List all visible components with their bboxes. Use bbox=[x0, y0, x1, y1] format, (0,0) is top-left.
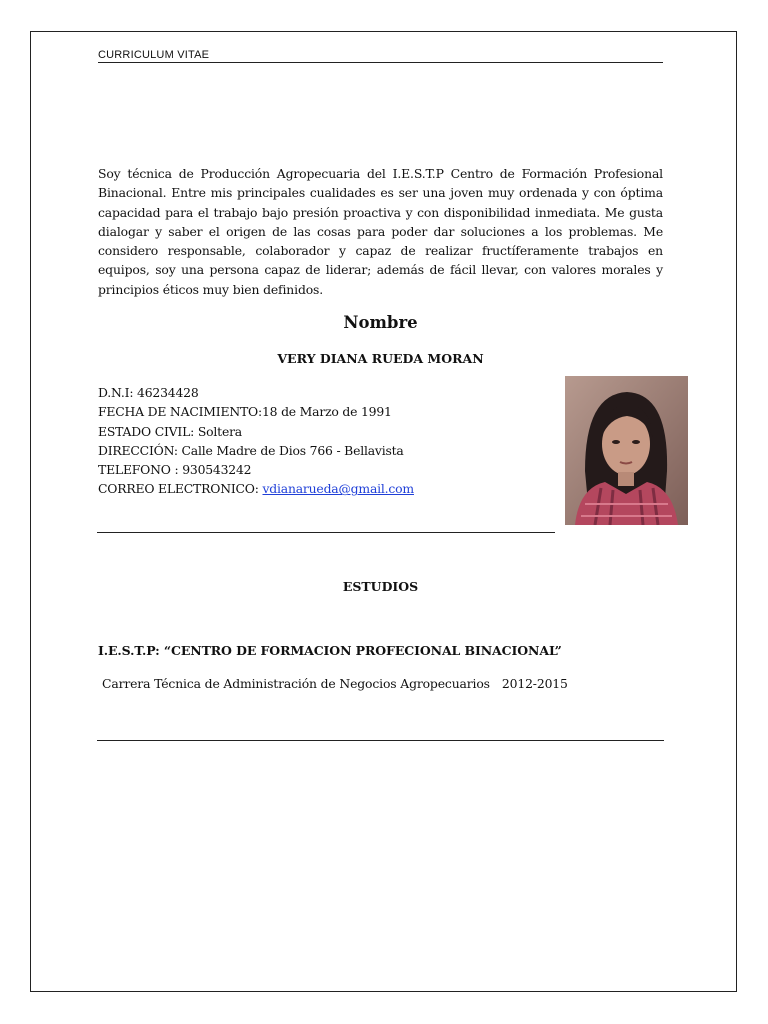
address-label: DIRECCIÓN: bbox=[98, 442, 182, 458]
education-career-row bbox=[102, 676, 662, 691]
education-years: 2012-2015 bbox=[501, 676, 568, 691]
email-row bbox=[98, 479, 558, 498]
email-label: CORREO ELECTRONICO: bbox=[98, 481, 263, 497]
phone-value: 930543242 bbox=[182, 462, 252, 478]
birth-date-label: FECHA DE NACIMIENTO: bbox=[98, 404, 262, 420]
profile-summary: Soy técnica de Producción Agropecuaria del I.E.S.T.P Centro de Formación Profesional Binacional. Entre mis principales cualidades es ser una joven muy ordenada y con óptima capacidad para el trabajo bajo presión proactiva y con disponibilidad inmediata. Me gusta dialogar y saber el origen de las cosas para poder dar soluciones a los problemas. Me considero responsable, colaborador y capaz de realizar fructíferamente trabajos en equipos, soy una persona capaz de liderar; además de fácil llevar, con valores morales y principios éticos muy bien definidos. bbox=[98, 166, 663, 297]
section-divider-bottom bbox=[97, 740, 664, 741]
education-career: Carrera Técnica de Administración de Negocios Agropecuarios bbox=[102, 676, 490, 691]
education-heading: ESTUDIOS bbox=[342, 579, 419, 594]
cv-page bbox=[30, 31, 737, 992]
portrait-photo-icon bbox=[565, 376, 688, 525]
education-institution: I.E.S.T.P: “CENTRO DE FORMACION PROFECIONAL BINACIONAL” bbox=[98, 643, 562, 658]
section-divider bbox=[97, 532, 555, 533]
full-name: VERY DIANA RUEDA MORAN bbox=[277, 351, 484, 366]
email-link[interactable]: vdianarueda@gmail.com bbox=[262, 481, 414, 497]
name-heading: Nombre bbox=[343, 313, 418, 332]
dni-value: 46234428 bbox=[137, 385, 199, 400]
civil-status-row bbox=[98, 422, 558, 441]
portrait-photo bbox=[565, 376, 688, 525]
birth-date-value: 18 de Marzo de 1991 bbox=[261, 404, 392, 420]
phone-label: TELEFONO : bbox=[98, 462, 183, 478]
address-row bbox=[98, 441, 558, 460]
dni-row bbox=[98, 383, 558, 402]
civil-status-value: Soltera bbox=[197, 423, 242, 439]
phone-row bbox=[98, 460, 558, 479]
birth-date-row bbox=[98, 402, 558, 421]
address-value: Calle Madre de Dios 766 - Bellavista bbox=[181, 442, 404, 458]
personal-info bbox=[98, 383, 558, 499]
dni-label: D.N.I: bbox=[98, 385, 138, 400]
civil-status-label: ESTADO CIVIL: bbox=[98, 423, 198, 439]
document-header: CURRICULUM VITAE bbox=[98, 49, 663, 63]
